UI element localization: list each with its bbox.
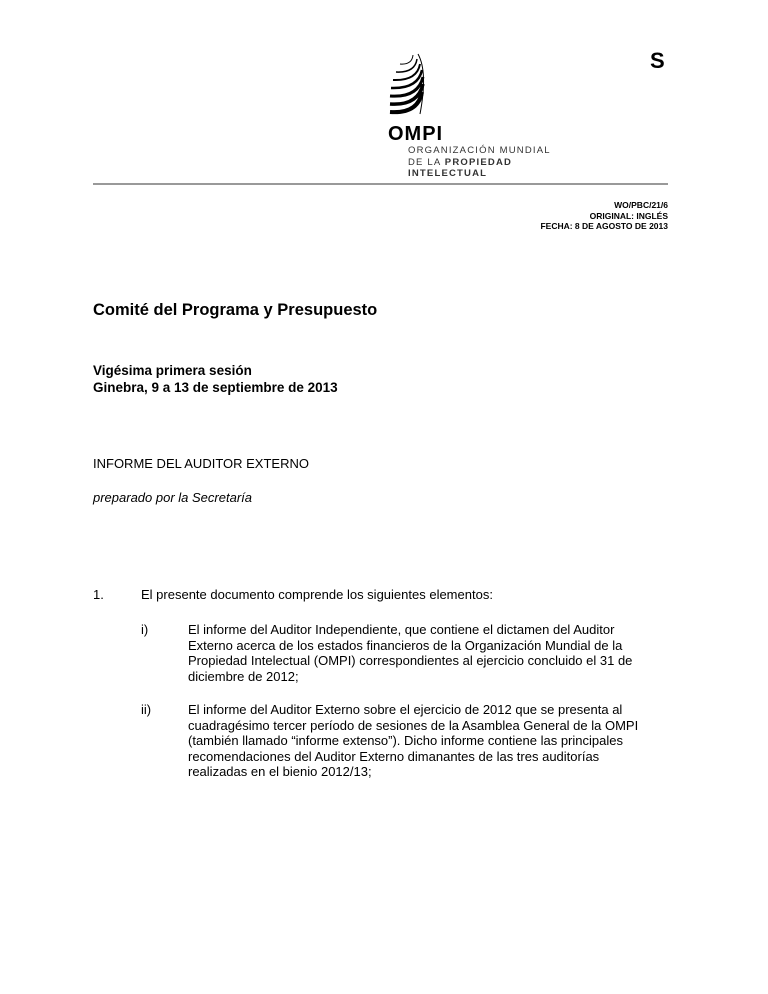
logo-acronym: OMPI <box>388 123 444 145</box>
org-line: INTELECTUAL <box>408 168 488 179</box>
original-language: ORIGINAL: INGLÉS <box>589 210 668 221</box>
list-item-text: El informe del Auditor Externo sobre el ejercicio de 2012 que se presenta al cuadragésimo tercer período de sesiones de la Asamblea General de la OMPI (también llamado “informe extenso”). Dicho informe contiene las principales recomendaciones del Auditor Externo dimanantes de las tres auditorías realizadas en el bienio 2012/13; <box>188 702 639 779</box>
document-symbol: WO/PBC/21/6 <box>614 200 668 210</box>
paragraph-text: El presente documento comprende los siguientes elementos: <box>141 587 493 602</box>
org-text-bold: PROPIEDAD <box>444 156 513 168</box>
org-line <box>408 157 551 169</box>
prepared-by: preparado por la Secretaría <box>93 490 252 505</box>
list-item-number: i) <box>141 622 149 637</box>
organization-name <box>408 145 551 180</box>
list-item-text: El informe del Auditor Independiente, que contiene el dictamen del Auditor Externo acerca de los estados financieros de la Organización Mundial de la Propiedad Intelectual (OMPI) correspondientes al ejercicio concluido el 31 de diciembre de 2012; <box>188 622 633 684</box>
org-line: ORGANIZACIÓN MUNDIAL <box>408 145 551 156</box>
report-title: INFORME DEL AUDITOR EXTERNO <box>93 456 309 471</box>
session-info <box>93 362 338 396</box>
list-item-number: ii) <box>141 702 152 717</box>
paragraph-number: 1. <box>93 587 104 602</box>
committee-title: Comité del Programa y Presupuesto <box>93 301 378 319</box>
wipo-globe-logo-icon <box>388 52 438 120</box>
document-date: FECHA: 8 DE AGOSTO DE 2013 <box>540 221 668 231</box>
header-divider <box>93 183 668 185</box>
document-meta <box>540 200 668 232</box>
language-code: S <box>650 48 665 73</box>
org-text: DE LA <box>408 156 445 168</box>
session-place-date: Ginebra, 9 a 13 de septiembre de 2013 <box>93 380 338 395</box>
session-name: Vigésima primera sesión <box>93 363 252 378</box>
